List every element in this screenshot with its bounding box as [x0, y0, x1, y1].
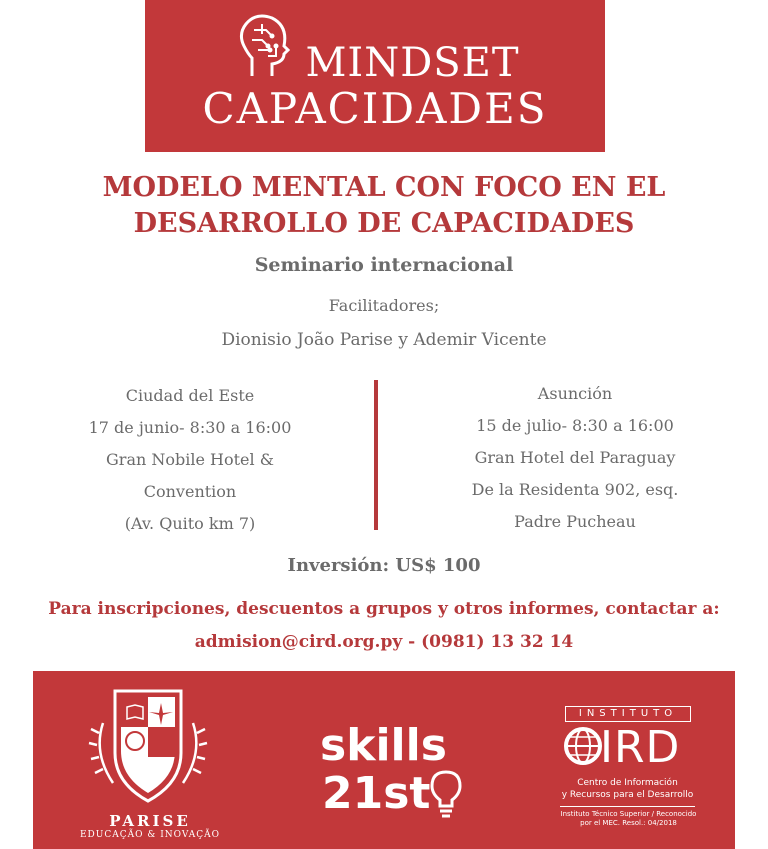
- column-divider: [374, 380, 378, 530]
- location-ciudad-del-este: [60, 380, 320, 540]
- shield-crest-icon: [83, 683, 213, 813]
- cird-instituto-label: INSTITUTO: [565, 706, 691, 722]
- subtitle: Seminario internacional: [254, 254, 514, 276]
- contact-prompt: Para inscripciones, descuentos a grupos y otros informes, contactar a:: [48, 599, 720, 619]
- skills-logo-line2: 21st: [322, 768, 431, 819]
- cird-description-line1: Centro de Información: [577, 778, 678, 788]
- location-line: Convention: [143, 482, 237, 501]
- cird-accreditation-line1: Instituto Técnico Superior / Reconocido: [560, 810, 697, 818]
- globe-icon: [563, 726, 603, 766]
- brand-name-line2: CAPACIDADES: [202, 84, 548, 133]
- parise-logo-tagline: EDUCAÇÃO & INOVAÇÃO: [79, 830, 221, 840]
- title-line2: DESARROLLO DE CAPACIDADES: [133, 208, 635, 239]
- title-line1: MODELO MENTAL CON FOCO EN EL: [102, 172, 666, 203]
- cird-accreditation-line2: por el MEC. Resol.: 04/2018: [580, 819, 677, 827]
- location-line: Ciudad del Este: [125, 386, 255, 405]
- location-line: De la Residenta 902, esq.: [471, 480, 679, 499]
- cird-logo-word: IRD: [600, 722, 681, 773]
- location-line: Gran Nobile Hotel &: [106, 450, 274, 469]
- cird-description-line2: y Recursos para el Desarrollo: [561, 790, 694, 800]
- location-line: Asunción: [537, 384, 613, 403]
- brand-name-line1: MINDSET: [305, 40, 520, 86]
- lightbulb-icon: [428, 768, 464, 818]
- location-line: 15 de julio- 8:30 a 16:00: [476, 416, 674, 435]
- location-asuncion: [445, 378, 705, 538]
- location-line: (Av. Quito km 7): [124, 514, 256, 533]
- facilitators-label: Facilitadores;: [328, 296, 440, 315]
- contact-info[interactable]: admision@cird.org.py - (0981) 13 32 14: [194, 632, 574, 652]
- parise-logo-name: PARISE: [109, 812, 191, 830]
- investment-price: Inversión: US$ 100: [287, 555, 481, 576]
- location-line: 17 de junio- 8:30 a 16:00: [88, 418, 292, 437]
- facilitators-names: Dionisio João Parise y Ademir Vicente: [221, 330, 547, 350]
- location-line: Gran Hotel del Paraguay: [474, 448, 676, 467]
- skills-logo-line1: skills: [320, 720, 447, 771]
- location-line: Padre Pucheau: [514, 512, 636, 531]
- cird-divider: [560, 806, 695, 807]
